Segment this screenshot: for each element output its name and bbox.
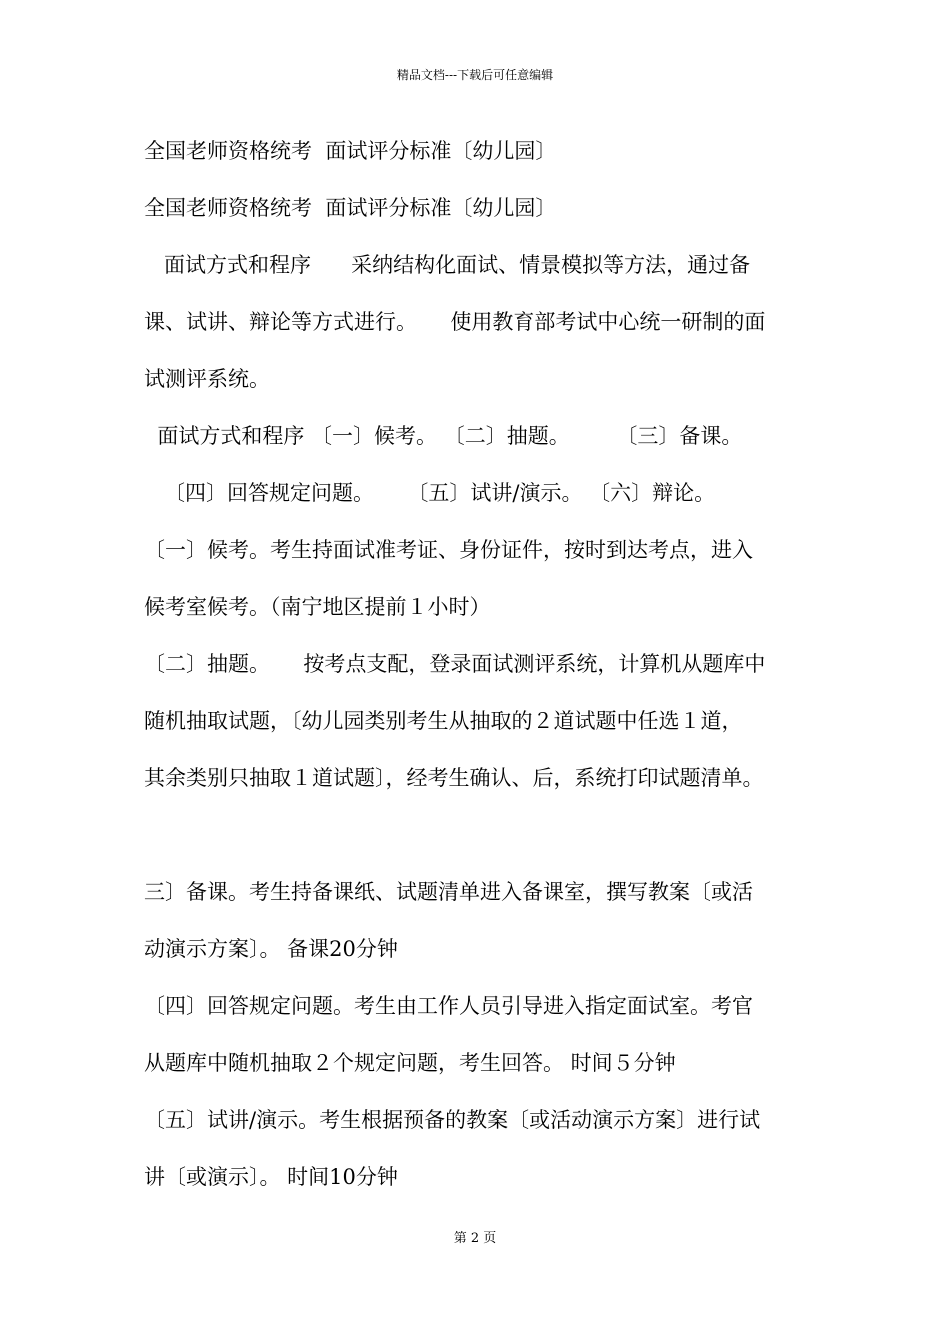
paragraph-line: 候考室候考。（南宁地区提前１小时）: [144, 595, 491, 619]
paragraph-line: 三〕备课。考生持备课纸、试题清单进入备课室，撰写教案〔或活: [144, 880, 753, 904]
paragraph-line: 面试方式和程序 〔一〕候考。 〔二〕抽题。 〔三〕备课。: [144, 424, 743, 448]
paragraph-line: 〔五〕试讲/演示。考生根据预备的教案〔或活动演示方案〕进行试: [144, 1108, 761, 1132]
paragraph-line: 其余类别只抽取１道试题〕，经考生确认、后，系统打印试题清单。: [144, 766, 764, 790]
paragraph-line: 〔四〕回答规定问题。考生由工作人员引导进入指定面试室。考官: [144, 994, 753, 1018]
paragraph-line: 〔二〕抽题。 按考点支配，登录面试测评系统，计算机从题库中: [144, 652, 766, 676]
paragraph-line: 〔四〕回答规定问题。 〔五〕试讲/演示。 〔六〕辩论。: [144, 481, 716, 505]
paragraph-line: 〔一〕候考。考生持面试准考证、身份证件，按时到达考点，进入: [144, 538, 753, 562]
doc-title-repeat: 全国老师资格统考 面试评分标准〔幼儿园〕: [144, 196, 557, 220]
paragraph-line: 讲〔或演示〕。 时间10分钟: [144, 1165, 398, 1189]
paragraph-line: 课、试讲、辩论等方式进行。 使用教育部考试中心统一研制的面: [144, 310, 766, 334]
paragraph-line: 随机抽取试题，〔幼儿园类别考生从抽取的２道试题中任选１道，: [144, 709, 743, 733]
paragraph-line: 试测评系统。: [144, 367, 270, 391]
doc-title: 全国老师资格统考 面试评分标准〔幼儿园〕: [144, 139, 557, 163]
page-number: 第 2 页: [453, 1231, 497, 1246]
paragraph-line: 动演示方案〕。 备课20分钟: [144, 937, 398, 961]
paragraph-line: 从题库中随机抽取２个规定问题，考生回答。 时间５分钟: [144, 1051, 676, 1075]
paragraph-line: 面试方式和程序 采纳结构化面试、情景模拟等方法，通过备: [144, 253, 751, 277]
page-header: 精品文档---下载后可任意编辑: [396, 68, 554, 82]
